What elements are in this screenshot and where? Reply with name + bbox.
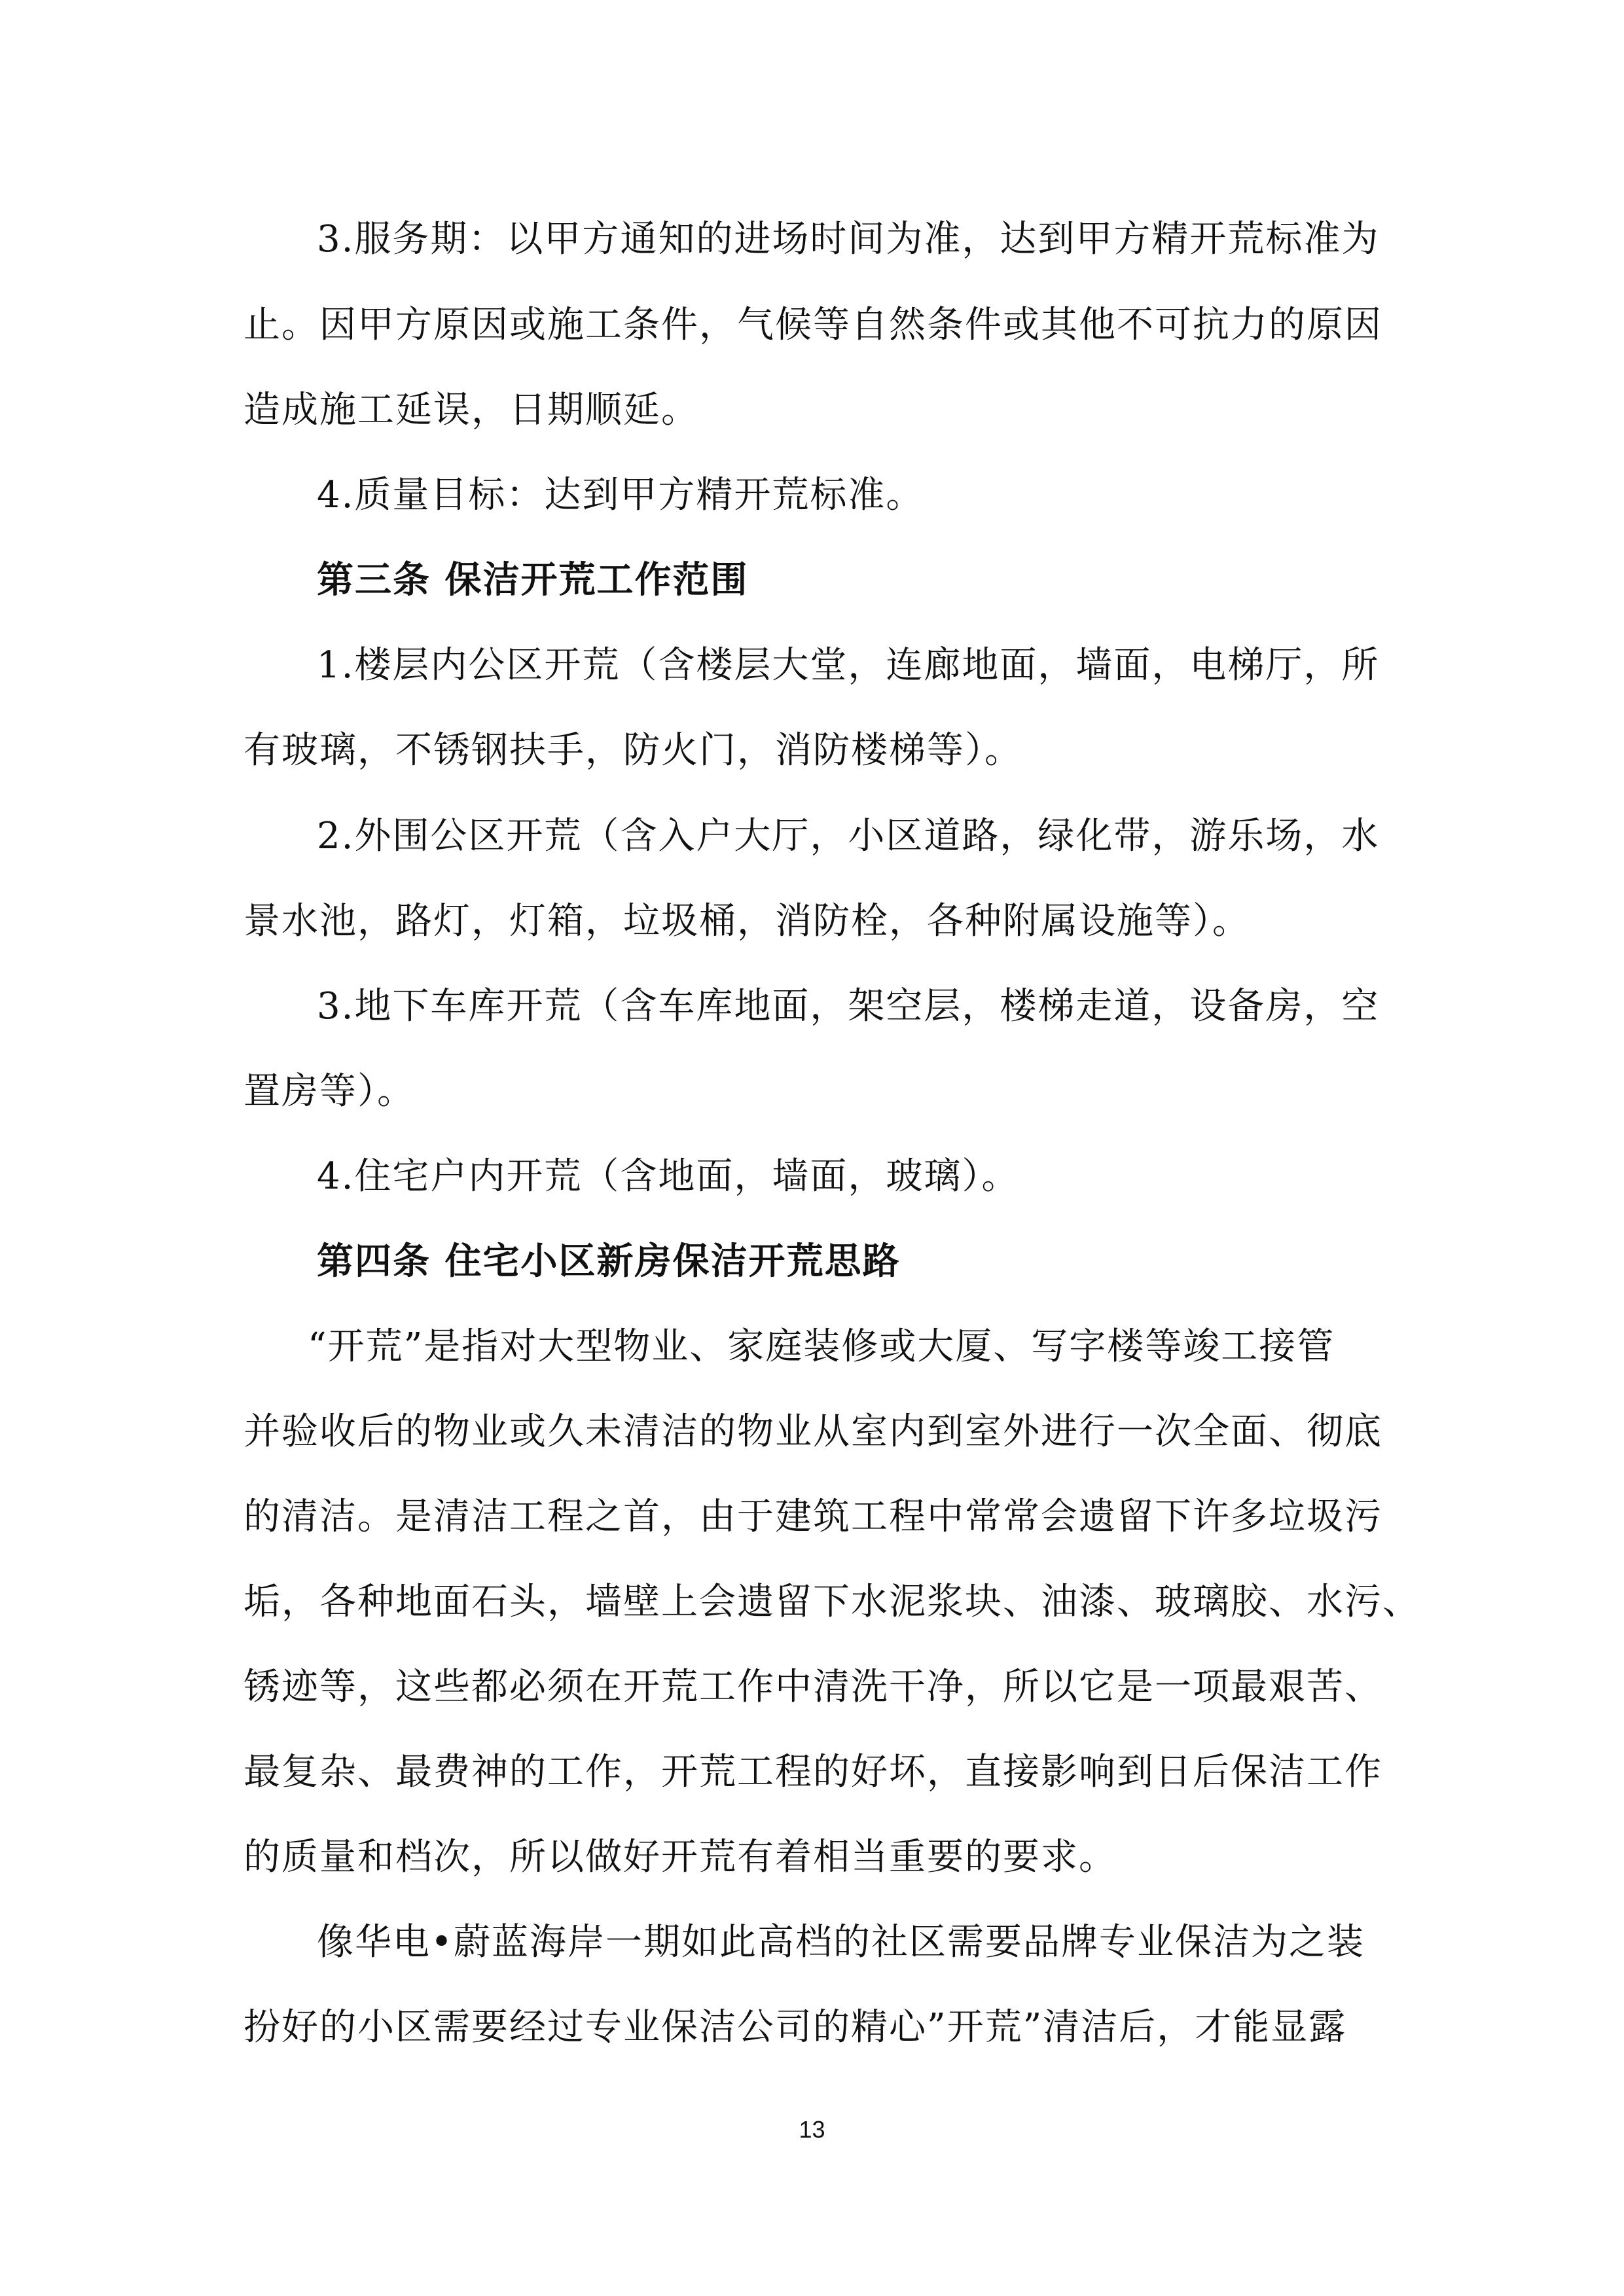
paragraph-kaihuang-line-7: 的质量和档次，所以做好开荒有着相当重要的要求。 [244,1836,1117,1878]
scope-item-2-line-1: 2.外围公区开荒（含入户大厅，小区道路，绿化带，游乐场，水 [317,815,1380,857]
paragraph-kaihuang-line-3: 的清洁。是清洁工程之首，由于建筑工程中常常会遗留下许多垃圾污 [244,1496,1382,1538]
paragraph-huadian-line-2: 扮好的小区需要经过专业保洁公司的精心”开荒”清洁后，才能显露 [244,2006,1347,2049]
article-three-heading: 第三条 保洁开荒工作范围 [317,559,749,601]
paragraph-kaihuang-line-4: 垢，各种地面石头，墙壁上会遗留下水泥浆块、油漆、玻璃胶、水污、 [244,1581,1420,1623]
paragraph-kaihuang-line-6: 最复杂、最费神的工作，开荒工程的好坏，直接影响到日后保洁工作 [244,1751,1382,1793]
paragraph-huadian-line-1: 像华电•蔚蓝海岸一期如此高档的社区需要品牌专业保洁为之装 [317,1921,1365,1964]
scope-item-1-line-1: 1.楼层内公区开荒（含楼层大堂，连廊地面，墙面，电梯厅，所 [317,644,1380,687]
service-period-line-3: 造成施工延误，日期顺延。 [244,389,699,431]
article-four-heading: 第四条 住宅小区新房保洁开荒思路 [317,1240,901,1283]
scope-item-3-line-1: 3.地下车库开荒（含车库地面，架空层，楼梯走道，设备房，空 [317,985,1380,1028]
scope-item-4-line: 4.住宅户内开荒（含地面，墙面，玻璃）。 [317,1155,1020,1198]
quality-target-line: 4.质量目标：达到甲方精开荒标准。 [317,474,924,516]
paragraph-kaihuang-line-1: “开荒”是指对大型物业、家庭装修或大厦、写字楼等竣工接管 [308,1325,1335,1368]
scope-item-2-line-2: 景水池，路灯，灯箱，垃圾桶，消防栓，各种附属设施等）。 [244,900,1250,942]
paragraph-kaihuang-line-5: 锈迹等，这些都必须在开荒工作中清洗干净，所以它是一项最艰苦、 [244,1666,1382,1708]
service-period-line-2: 止。因甲方原因或施工条件，气候等自然条件或其他不可抗力的原因 [244,304,1382,346]
paragraph-kaihuang-line-2: 并验收后的物业或久未清洁的物业从室内到室外进行一次全面、彻底 [244,1410,1382,1453]
scope-item-3-line-2: 置房等）。 [244,1070,415,1113]
service-period-line-1: 3.服务期：以甲方通知的进场时间为准，达到甲方精开荒标准为 [317,218,1380,260]
page-number: 13 [799,2116,825,2143]
scope-item-1-line-2: 有玻璃，不锈钢扶手，防火门，消防楼梯等）。 [244,729,1022,772]
